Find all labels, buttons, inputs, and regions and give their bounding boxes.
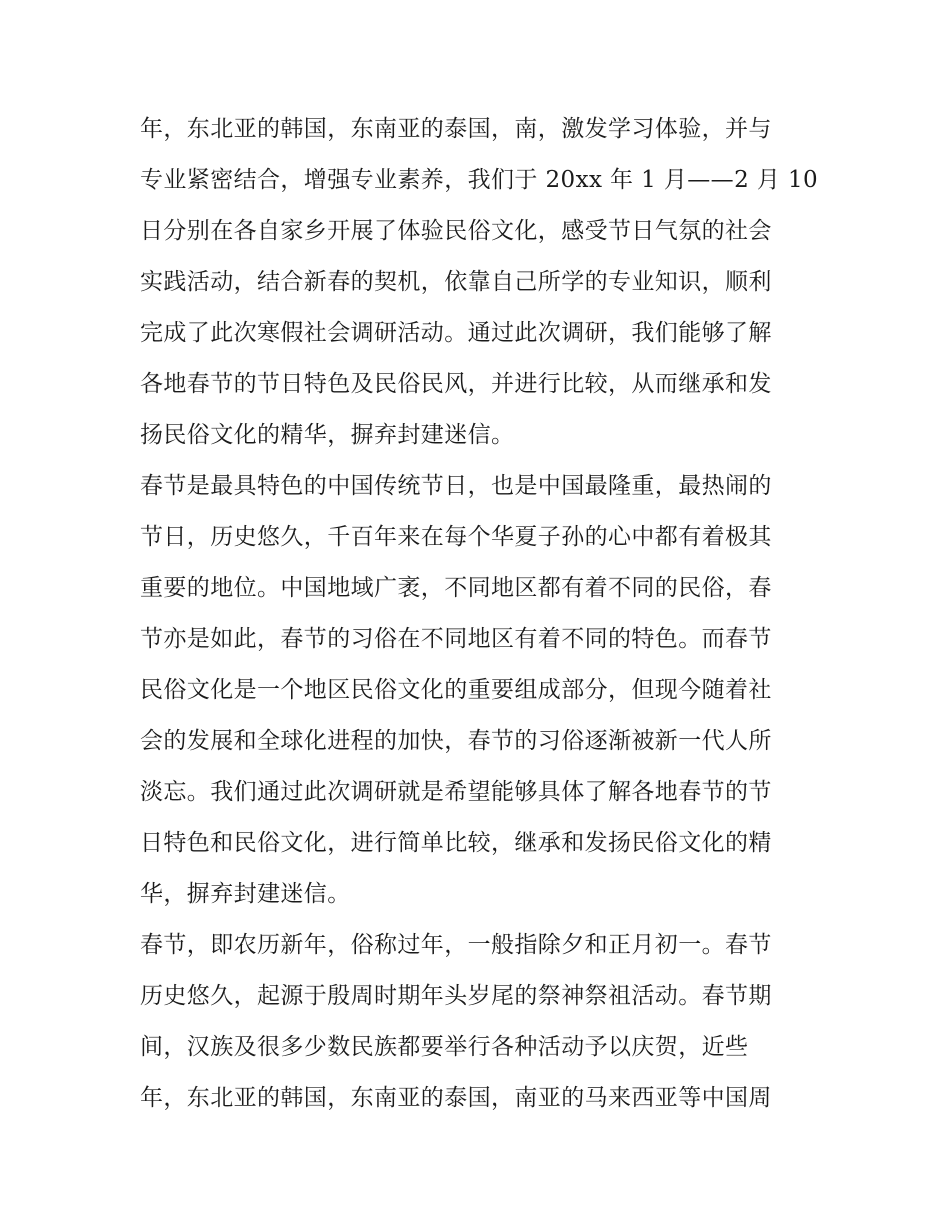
text-line: 各地春节的节日特色及民俗民风，并进行比较，从而继承和发 [140,371,772,397]
text-line: 专业紧密结合，增强专业素养，我们于 20xx 年 1 月——2 月 10 [140,167,819,193]
text-line: 华，摒弃封建迷信。 [140,881,351,907]
text-line: 淡忘。我们通过此次调研就是希望能够具体了解各地春节的节 [140,779,772,805]
text-line: 日特色和民俗文化，进行简单比较，继承和发扬民俗文化的精 [140,830,772,856]
text-line: 节日，历史悠久，千百年来在每个华夏子孙的心中都有着极其 [140,524,772,550]
text-line: 年，东北亚的韩国，东南亚的泰国，南亚的马来西亚等中国周 [140,1085,772,1111]
text-line: 历史悠久，起源于殷周时期年头岁尾的祭神祭祖活动。春节期 [140,983,772,1009]
text-line: 完成了此次寒假社会调研活动。通过此次调研，我们能够了解 [140,320,772,346]
document-body [140,104,830,1124]
text-line: 节亦是如此，春节的习俗在不同地区有着不同的特色。而春节 [140,626,772,652]
text-line: 民俗文化是一个地区民俗文化的重要组成部分，但现今随着社 [140,677,772,703]
text-line: 重要的地位。中国地域广袤，不同地区都有着不同的民俗，春 [140,575,772,601]
text-line: 会的发展和全球化进程的加快，春节的习俗逐渐被新一代人所 [140,728,772,754]
text-line: 间，汉族及很多少数民族都要举行各种活动予以庆贺，近些 [140,1034,749,1060]
text-line: 年，东北亚的韩国，东南亚的泰国，南，激发学习体验，并与 [140,116,772,142]
text-line: 实践活动，结合新春的契机，依靠自己所学的专业知识，顺利 [140,269,772,295]
text-line: 扬民俗文化的精华，摒弃封建迷信。 [140,422,515,448]
text-line: 春节是最具特色的中国传统节日，也是中国最隆重，最热闹的 [140,473,772,499]
text-line: 春节，即农历新年，俗称过年，一般指除夕和正月初一。春节 [140,932,772,958]
text-line: 日分别在各自家乡开展了体验民俗文化，感受节日气氛的社会 [140,218,772,244]
